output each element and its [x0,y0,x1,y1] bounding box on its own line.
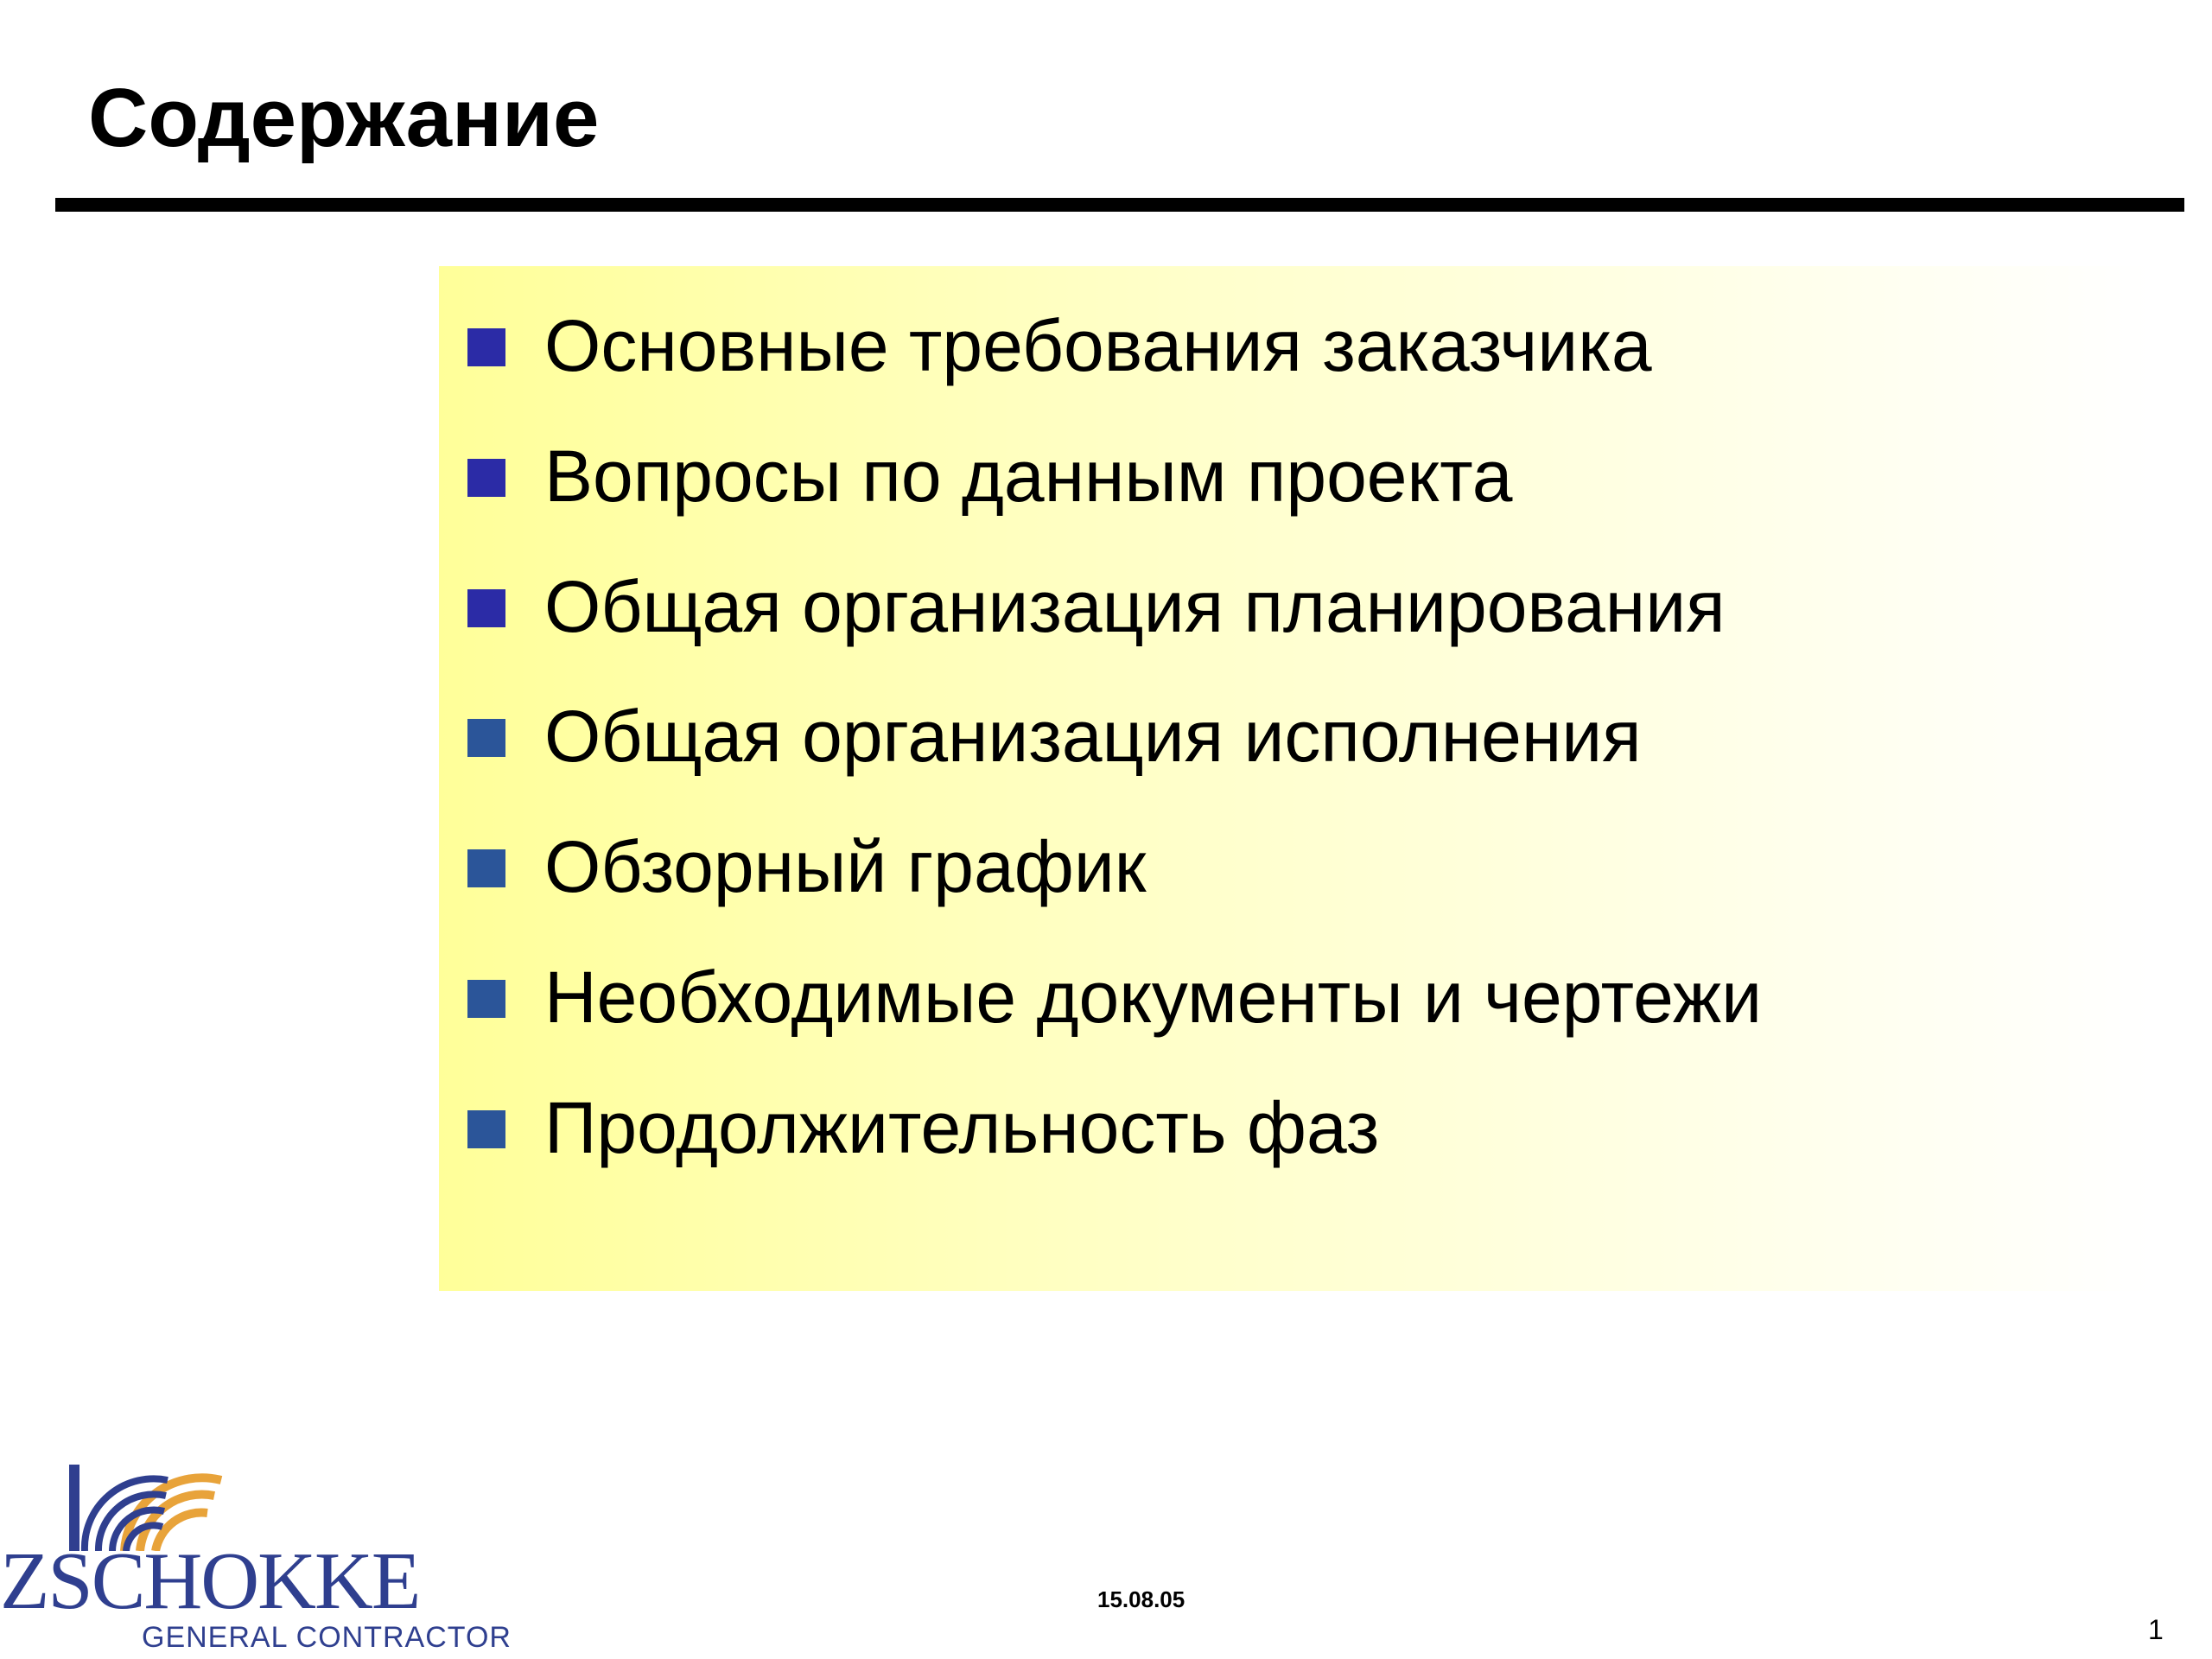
square-bullet-icon [467,980,505,1018]
square-bullet-icon [467,849,505,887]
bullet-item [439,945,2150,1049]
bullet-item [439,815,2150,918]
bullet-text: Общая организация планирования [544,566,1726,647]
square-bullet-icon [467,1110,505,1148]
logo-tagline: GENERAL CONTRACTOR [142,1621,512,1654]
slide-title: Содержание [88,72,600,164]
bullet-text: Общая организация исполнения [544,696,1642,777]
square-bullet-icon [467,589,505,627]
bullet-item [439,1076,2150,1179]
company-logo [0,1465,512,1659]
square-bullet-icon [467,459,505,497]
logo-wordmark: ZSCHOKKE [0,1536,420,1626]
content-box [439,266,2150,1291]
bullet-item [439,555,2150,658]
square-bullet-icon [467,328,505,366]
bullet-item [439,684,2150,788]
footer-date: 15.08.05 [1097,1586,1185,1612]
page-number: 1 [2148,1614,2164,1645]
square-bullet-icon [467,719,505,757]
bullet-text: Продолжительность фаз [544,1087,1380,1168]
title-divider [55,198,2184,212]
bullet-text: Вопросы по данным проекта [544,435,1513,517]
bullet-item [439,424,2150,528]
bullet-item [439,294,2150,397]
bullet-text: Основные требования заказчика [544,305,1652,386]
bullet-text: Обзорный график [544,826,1147,907]
bullet-text: Необходимые документы и чертежи [544,957,1763,1038]
